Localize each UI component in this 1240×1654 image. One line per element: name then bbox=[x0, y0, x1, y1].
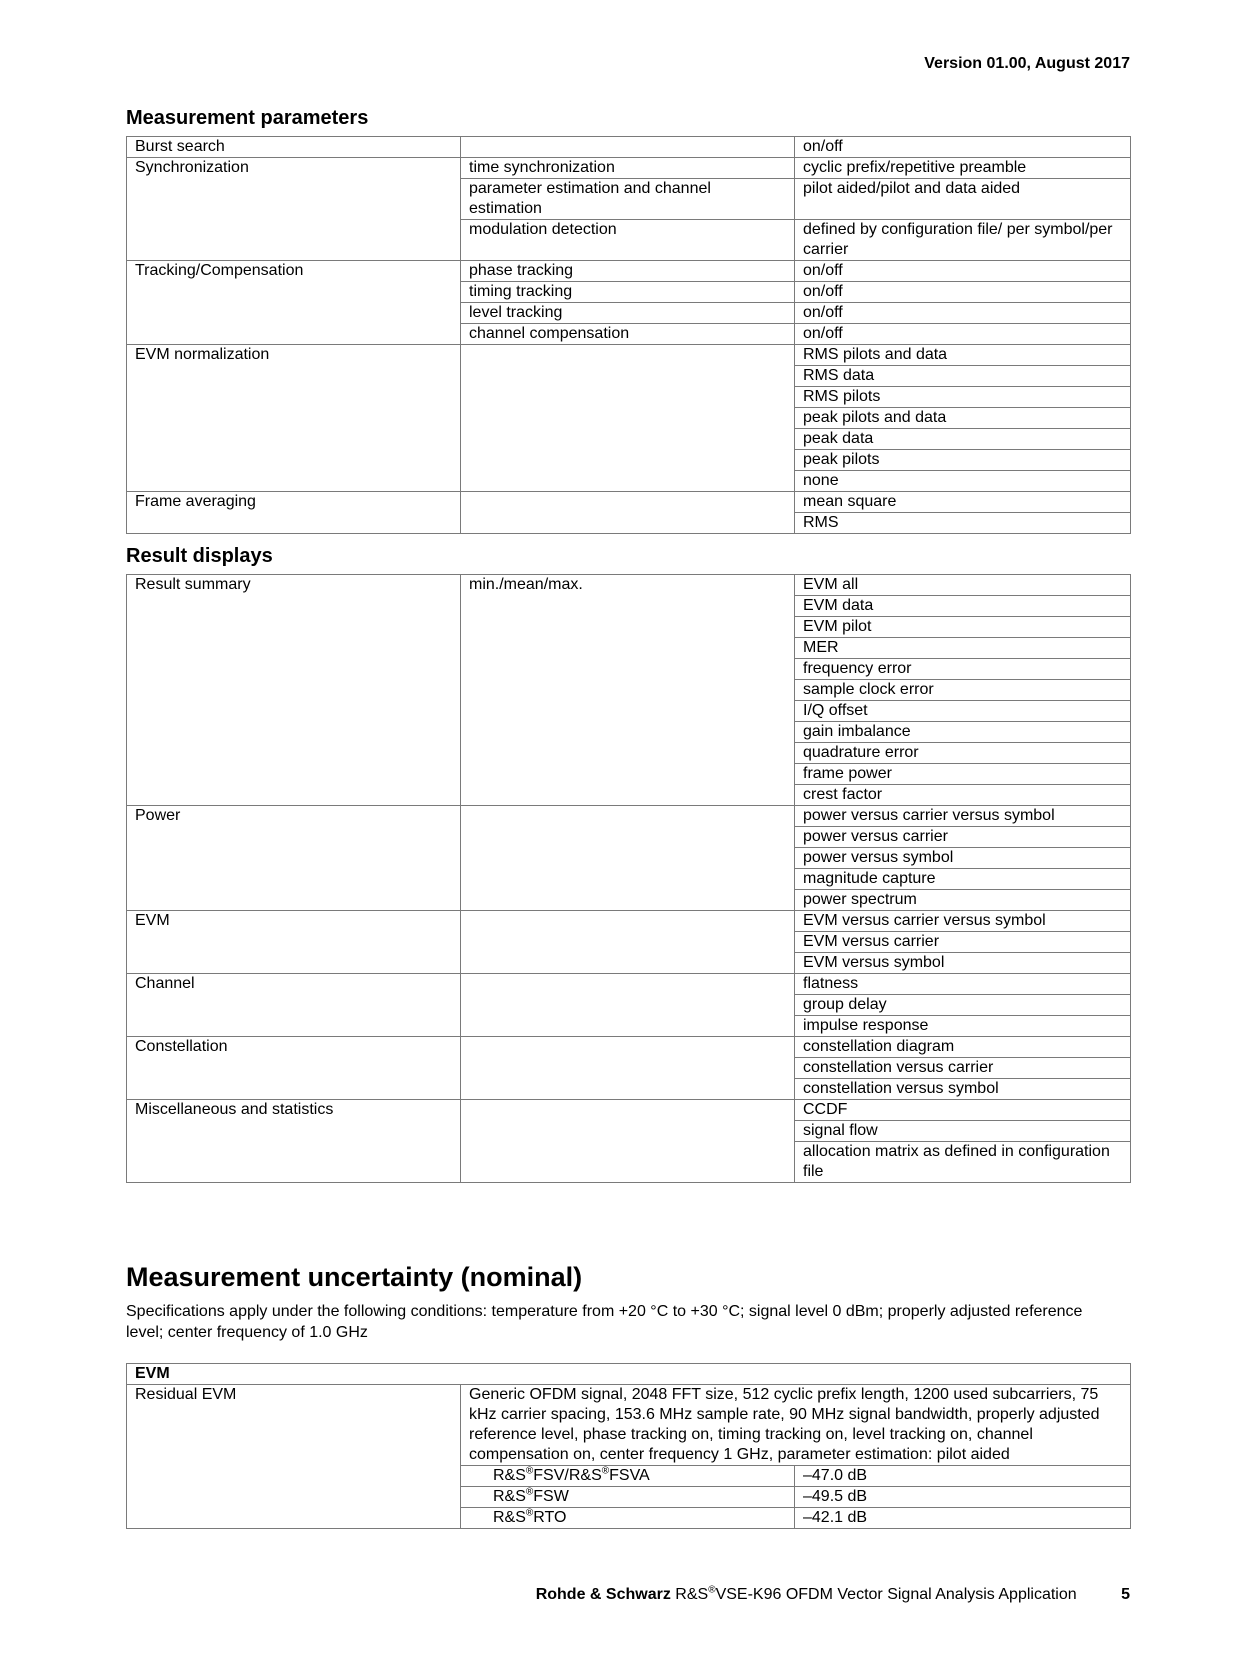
residual-evm-conditions: Generic OFDM signal, 2048 FFT size, 512 cyclic prefix length, 1200 used subcarriers, 75 kHz carrier spacing, 153.6 MHz sample rate, 90 MHz signal bandwidth, properly adjusted reference level, phase tracking on, timing tracking on, level tracking on, channel compensation on, center frequency 1 GHz, parameter estimation: pilot aided bbox=[461, 1385, 1131, 1466]
param-name: timing tracking bbox=[461, 282, 795, 303]
evm-header: EVM bbox=[127, 1364, 1131, 1385]
display-value: power versus carrier versus symbol bbox=[795, 806, 1131, 827]
page-number: 5 bbox=[1121, 1586, 1130, 1603]
param-name: phase tracking bbox=[461, 261, 795, 282]
param-value: on/off bbox=[795, 303, 1131, 324]
footer-brand: Rohde & Schwarz bbox=[535, 1586, 671, 1603]
instrument-name: R&S®RTO bbox=[461, 1508, 795, 1529]
param-value: RMS pilots bbox=[795, 387, 1131, 408]
table-row bbox=[127, 261, 1131, 282]
uncertainty-title: Measurement uncertainty (nominal) bbox=[126, 1262, 583, 1292]
display-label: Result summary bbox=[127, 575, 461, 806]
display-value: CCDF bbox=[795, 1100, 1131, 1121]
table-row bbox=[127, 974, 1131, 995]
display-value: group delay bbox=[795, 995, 1131, 1016]
param-value: on/off bbox=[795, 261, 1131, 282]
display-value: EVM data bbox=[795, 596, 1131, 617]
param-value: none bbox=[795, 471, 1131, 492]
instrument-name: R&S®FSV/R&S®FSVA bbox=[461, 1466, 795, 1487]
display-value: frequency error bbox=[795, 659, 1131, 680]
display-value: crest factor bbox=[795, 785, 1131, 806]
display-label: Constellation bbox=[127, 1037, 461, 1100]
display-value: I/Q offset bbox=[795, 701, 1131, 722]
display-value: EVM versus carrier bbox=[795, 932, 1131, 953]
instrument-evm-value: –49.5 dB bbox=[795, 1487, 1131, 1508]
param-name: channel compensation bbox=[461, 324, 795, 345]
param-name: level tracking bbox=[461, 303, 795, 324]
uncertainty-intro: Specifications apply under the following conditions: temperature from +20 °C to +30 °C; signal level 0 dBm; properly adjusted reference level; center frequency of 1.0 GHz bbox=[126, 1303, 1083, 1341]
display-value: EVM versus symbol bbox=[795, 953, 1131, 974]
param-name: modulation detection bbox=[461, 220, 795, 261]
table-row bbox=[127, 575, 1131, 596]
display-value: MER bbox=[795, 638, 1131, 659]
measurement-parameters-table bbox=[126, 136, 1131, 534]
display-label: Power bbox=[127, 806, 461, 911]
page-footer bbox=[536, 1586, 1130, 1604]
display-label: Miscellaneous and statistics bbox=[127, 1100, 461, 1183]
display-value: impulse response bbox=[795, 1016, 1131, 1037]
display-value: EVM pilot bbox=[795, 617, 1131, 638]
param-value: cyclic prefix/repetitive preamble bbox=[795, 158, 1131, 179]
display-value: constellation versus symbol bbox=[795, 1079, 1131, 1100]
param-label: Frame averaging bbox=[127, 492, 461, 534]
param-value: defined by configuration file/ per symbol/per carrier bbox=[795, 220, 1131, 261]
instrument-evm-value: –47.0 dB bbox=[795, 1466, 1131, 1487]
param-value: mean square bbox=[795, 492, 1131, 513]
residual-evm-label: Residual EVM bbox=[127, 1385, 461, 1529]
display-value: constellation diagram bbox=[795, 1037, 1131, 1058]
display-value: signal flow bbox=[795, 1121, 1131, 1142]
param-name: time synchronization bbox=[461, 158, 795, 179]
display-value: quadrature error bbox=[795, 743, 1131, 764]
display-value: gain imbalance bbox=[795, 722, 1131, 743]
evm-uncertainty-table bbox=[126, 1363, 1131, 1529]
instrument-name: R&S®FSW bbox=[461, 1487, 795, 1508]
display-value: sample clock error bbox=[795, 680, 1131, 701]
param-value: peak data bbox=[795, 429, 1131, 450]
param-value: on/off bbox=[795, 324, 1131, 345]
display-value: power versus carrier bbox=[795, 827, 1131, 848]
table-row bbox=[127, 158, 1131, 179]
param-value: RMS bbox=[795, 513, 1131, 534]
display-value: magnitude capture bbox=[795, 869, 1131, 890]
display-label: Channel bbox=[127, 974, 461, 1037]
param-value: peak pilots bbox=[795, 450, 1131, 471]
table-row bbox=[127, 1100, 1131, 1121]
result-displays-title: Result displays bbox=[126, 545, 273, 567]
table-row bbox=[127, 1037, 1131, 1058]
display-value: power spectrum bbox=[795, 890, 1131, 911]
param-value: peak pilots and data bbox=[795, 408, 1131, 429]
display-value: allocation matrix as defined in configuration file bbox=[795, 1142, 1131, 1183]
param-label: Tracking/Compensation bbox=[127, 261, 461, 345]
display-value: EVM all bbox=[795, 575, 1131, 596]
footer-product: R&S®VSE-K96 OFDM Vector Signal Analysis Application bbox=[675, 1584, 1077, 1603]
param-label: Burst search bbox=[127, 137, 461, 158]
result-displays-table bbox=[126, 574, 1131, 1183]
param-value: RMS data bbox=[795, 366, 1131, 387]
display-label: EVM bbox=[127, 911, 461, 974]
measurement-parameters-title: Measurement parameters bbox=[126, 107, 369, 129]
display-mode: min./mean/max. bbox=[461, 575, 795, 806]
param-name: parameter estimation and channel estimation bbox=[461, 179, 795, 220]
table-row bbox=[127, 345, 1131, 366]
table-row bbox=[127, 806, 1131, 827]
display-value: flatness bbox=[795, 974, 1131, 995]
param-value: on/off bbox=[795, 137, 1131, 158]
display-value: constellation versus carrier bbox=[795, 1058, 1131, 1079]
param-value: pilot aided/pilot and data aided bbox=[795, 179, 1131, 220]
display-value: frame power bbox=[795, 764, 1131, 785]
table-row bbox=[127, 137, 1131, 158]
param-label: EVM normalization bbox=[127, 345, 461, 492]
display-value: power versus symbol bbox=[795, 848, 1131, 869]
table-row bbox=[127, 492, 1131, 513]
param-value: on/off bbox=[795, 282, 1131, 303]
table-row bbox=[127, 1385, 1131, 1466]
display-value: EVM versus carrier versus symbol bbox=[795, 911, 1131, 932]
param-label: Synchronization bbox=[127, 158, 461, 261]
table-header-row bbox=[127, 1364, 1131, 1385]
param-value: RMS pilots and data bbox=[795, 345, 1131, 366]
table-row bbox=[127, 911, 1131, 932]
version-header: Version 01.00, August 2017 bbox=[924, 55, 1130, 72]
instrument-evm-value: –42.1 dB bbox=[795, 1508, 1131, 1529]
